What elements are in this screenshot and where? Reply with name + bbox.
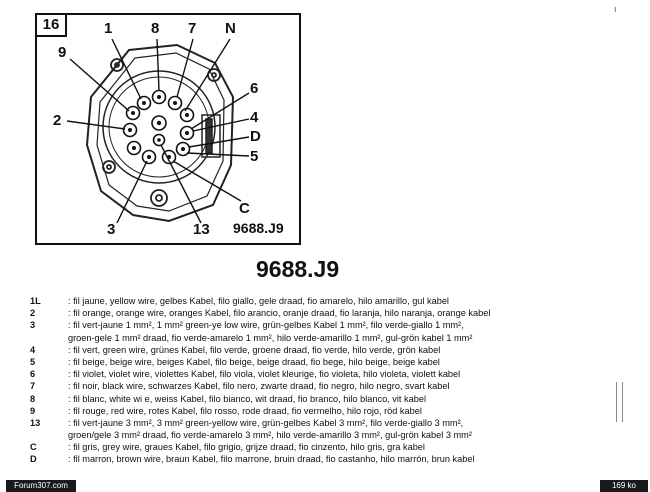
legend-row — [30, 319, 590, 331]
legend-row — [30, 356, 590, 368]
legend-code: 6 — [30, 369, 36, 380]
legend-text: : fil jaune, yellow wire, gelbes Kabel, filo giallo, gele draad, fio amarelo, hilo amarillo, gul kabel — [68, 296, 449, 306]
footer-source: Forum307.com — [6, 480, 76, 492]
legend-text: : fil beige, beige wire, beiges Kabel, filo beige, beige draad, fio bege, hilo beige, beige kabel — [68, 356, 440, 367]
legend-text: groen/gele 3 mm² draad, fio verde-amarelo 3 mm², hilo verde-amarillo 3 mm², gul-grön kabel 3 mm² — [68, 430, 472, 441]
legend-row — [30, 344, 590, 356]
figure-number: 16 — [37, 15, 67, 37]
legend-row — [30, 405, 590, 417]
pin-label-7: 7 — [188, 20, 197, 37]
legend-text: groen-gele 1 mm² draad, fio verde-amarelo 1 mm², hilo verde-amarillo 1 mm², gul-grön kabel 1 mm² — [68, 332, 473, 343]
footer-size: 169 ko — [600, 480, 648, 492]
pin-label-d: D — [250, 128, 261, 145]
legend-text: : fil noir, black wire, schwarzes Kabel, filo nero, zwarte draad, fio negro, hilo negro, svart kabel — [68, 381, 450, 392]
legend-row — [30, 368, 590, 380]
legend-code: 4 — [30, 344, 36, 355]
pin-label-3: 3 — [107, 221, 116, 238]
pin-label-c: C — [239, 200, 250, 217]
pin-sockets — [124, 91, 194, 164]
legend-row — [30, 429, 590, 441]
legend-code: 5 — [30, 356, 36, 367]
legend-code: 1L — [30, 296, 41, 306]
legend-row — [30, 417, 590, 429]
figure-code: 9688.J9 — [233, 220, 284, 236]
pin-label-6: 6 — [250, 80, 259, 97]
pin-label-9: 9 — [58, 44, 67, 61]
pin-label-1: 1 — [104, 20, 113, 37]
corner-mark: ı — [614, 4, 617, 14]
legend-code: 7 — [30, 381, 36, 392]
page-edge-mark — [616, 382, 623, 422]
legend-code: 2 — [30, 308, 36, 319]
legend-text: : fil vert, green wire, grünes Kabel, filo verde, groene draad, fio verde, hilo verde, grön kabel — [68, 344, 441, 355]
connector-figure — [35, 13, 301, 245]
legend-text: : fil violet, violet wire, violettes Kabel, filo viola, violet kleurige, fio violeta, hilo violeta, violett kabel — [68, 369, 461, 380]
pin-label-8: 8 — [151, 20, 160, 37]
legend-code: 13 — [30, 417, 41, 428]
pin-label-4: 4 — [250, 109, 259, 126]
legend-text: : fil marron, brown wire, braun Kabel, filo marrone, bruin draad, fio castanho, hilo marrón, brun kabel — [68, 454, 475, 465]
legend-text: : fil gris, grey wire, graues Kabel, filo grigio, grijze draad, fio cinzento, hilo gris, gra kabel — [68, 442, 425, 453]
legend-row — [30, 295, 590, 307]
legend-code: 8 — [30, 393, 36, 404]
pin-label-2: 2 — [53, 112, 62, 129]
legend-row — [30, 380, 590, 392]
pin-label-13: 13 — [193, 221, 210, 238]
legend-text: : fil vert-jaune 3 mm², 3 mm² green-yellow wire, grün-gelbes Kabel 3 mm², filo verde-giallo 3 mm², — [68, 417, 464, 428]
legend-code: 3 — [30, 320, 36, 331]
legend-row — [30, 307, 590, 319]
wire-legend — [30, 295, 590, 466]
legend-code: C — [30, 442, 37, 453]
legend-row — [30, 441, 590, 453]
pin-label-5: 5 — [250, 148, 259, 165]
legend-text: : fil blanc, white wi e, weiss Kabel, filo bianco, wit draad, fio branco, hilo blanco, vit kabel — [68, 393, 426, 404]
legend-text: : fil orange, orange wire, oranges Kabel, filo arancio, oranje draad, fio laranja, hilo naranja, orange kabel — [68, 308, 491, 319]
legend-row — [30, 332, 590, 344]
legend-row — [30, 453, 590, 465]
pin-label-n: N — [225, 20, 236, 37]
page-title: 9688.J9 — [256, 256, 340, 282]
legend-text: : fil vert-jaune 1 mm², 1 mm² green-ye low wire, grün-gelbes Kabel 1 mm², filo verde-giallo 1 mm², — [68, 320, 464, 331]
legend-text: : fil rouge, red wire, rotes Kabel, filo rosso, rode draad, fio vermelho, hilo rojo, röd kabel — [68, 405, 422, 416]
legend-code: D — [30, 454, 37, 465]
legend-row — [30, 393, 590, 405]
legend-code: 9 — [30, 405, 36, 416]
